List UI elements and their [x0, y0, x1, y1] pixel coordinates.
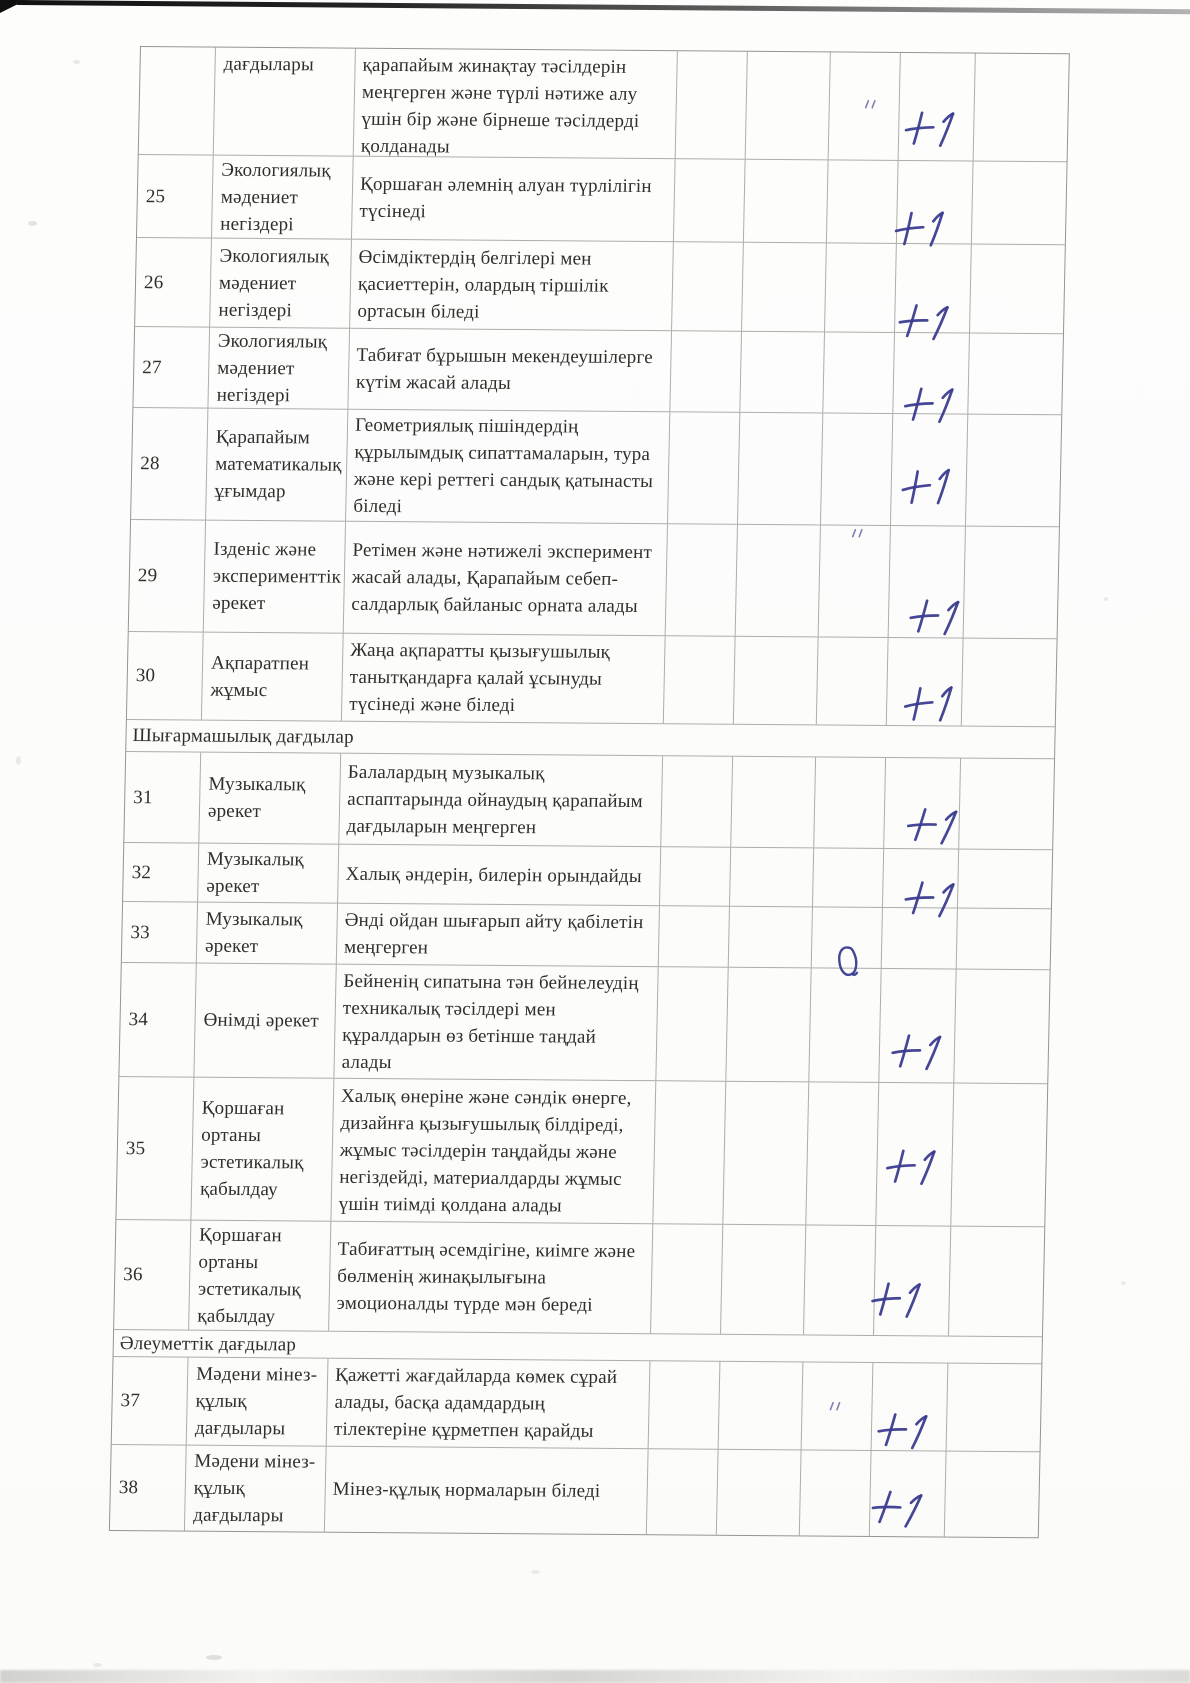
- score-cell-4: [891, 414, 968, 526]
- score-cell-1: [647, 1449, 719, 1535]
- score-cell-1: [653, 1081, 726, 1224]
- score-cell-3: [806, 1082, 879, 1225]
- row-number-cell: 37: [112, 1357, 189, 1445]
- table-row: [114, 1220, 1044, 1337]
- row-number-cell: 31: [124, 752, 201, 843]
- score-cell-3: [829, 52, 901, 160]
- score-cell-2: [717, 1450, 802, 1536]
- score-cell-4: [893, 333, 970, 414]
- score-cell-3: [823, 332, 895, 413]
- score-cell-4: [879, 969, 956, 1083]
- score-cell-3: [813, 848, 884, 907]
- score-cell-1: [664, 636, 736, 724]
- score-cell-4: [872, 1363, 949, 1451]
- score-cell-5: [958, 850, 1052, 909]
- score-cell-5: [972, 162, 1067, 245]
- score-cell-1: [670, 331, 742, 412]
- scan-bottom-shadow: [0, 1670, 1190, 1683]
- category-cell: Өнімді әрекет: [194, 964, 336, 1078]
- score-cell-5: [964, 527, 1059, 639]
- score-cell-3: [827, 160, 899, 243]
- score-cell-1: [668, 412, 740, 524]
- description-cell: Мінез-құлық нормаларын біледі: [325, 1447, 649, 1535]
- category-cell: Музыкалық әрекет: [197, 903, 338, 964]
- table-row: [129, 520, 1059, 639]
- row-number-cell: 34: [119, 963, 196, 1077]
- score-cell-2: [729, 907, 813, 968]
- category-cell: Экологиялық мәдениет негіздері: [210, 239, 352, 328]
- score-cell-2: [723, 1082, 809, 1225]
- score-cell-3: [814, 757, 886, 848]
- row-number-cell: 35: [116, 1077, 194, 1220]
- score-cell-4: [887, 638, 964, 726]
- scan-speckle: [16, 756, 21, 765]
- description-cell: Әнді ойдан шығарып айту қабілетін меңгерген: [337, 904, 660, 967]
- score-cell-4: [884, 758, 961, 849]
- score-cell-2: [744, 160, 829, 243]
- category-cell: Музыкалық әрекет: [199, 753, 341, 844]
- score-cell-1: [666, 524, 738, 636]
- description-cell: Жаңа ақпаратты қызығушылық танытқандарға қалай ұсынуды түсінеді және біледі: [342, 634, 666, 724]
- score-cell-5: [959, 759, 1054, 850]
- scan-edge-line: [16, 0, 1190, 14]
- row-number-cell: 36: [114, 1220, 191, 1330]
- score-cell-3: [804, 1225, 876, 1335]
- row-number-cell: 33: [122, 902, 198, 963]
- category-cell: Қоршаған ортаны эстетикалық қабылдау: [189, 1221, 331, 1331]
- score-cell-2: [738, 413, 823, 525]
- description-cell: Бейненің сипатына тән бейнелеудің техникалық тәсілдері мен құралдарын өз бетінше таңдай алады: [334, 965, 658, 1081]
- score-cell-4: [889, 526, 966, 638]
- score-cell-5: [970, 245, 1065, 334]
- score-cell-5: [954, 970, 1049, 1084]
- table-row: [131, 408, 1061, 527]
- category-cell: Ізденіс және эксперименттік әрекет: [204, 521, 346, 633]
- description-cell: Қоршаған әлемнің алуан түрлілігін түсінеді: [352, 157, 676, 242]
- table-row: [137, 155, 1067, 245]
- scan-speckle: [1121, 1281, 1126, 1285]
- description-cell: Қажетті жағдайларда көмек сұрай алады, басқа адамдардың тілектеріне құрметпен қарайды: [327, 1359, 651, 1449]
- category-cell: Музыкалық әрекет: [198, 844, 339, 903]
- score-cell-5: [945, 1452, 1040, 1538]
- score-cell-4: [899, 53, 976, 161]
- score-cell-3: [817, 637, 889, 725]
- description-cell: Өсімдіктердің белгілері мен қасиеттерін, олардың тіршілік ортасын біледі: [350, 240, 674, 331]
- category-cell: Қарапайым математикалық ұғымдар: [206, 409, 348, 521]
- score-cell-2: [740, 332, 825, 413]
- scan-speckle: [1104, 597, 1108, 601]
- row-number-cell: 26: [135, 238, 212, 327]
- table-row: [133, 327, 1063, 415]
- score-cell-4: [895, 244, 972, 333]
- score-cell-4: [882, 908, 958, 969]
- score-cell-2: [736, 525, 821, 637]
- score-cell-5: [962, 639, 1057, 727]
- score-cell-4: [883, 849, 959, 908]
- description-cell: Табиғаттың әсемдігіне, киімге және бөлменің жинақылығына эмоционалды түрде мән береді: [329, 1222, 653, 1334]
- table-row: [127, 632, 1057, 727]
- score-cell-3: [802, 1362, 874, 1450]
- score-cell-2: [730, 848, 814, 907]
- row-number-cell: 32: [123, 843, 199, 902]
- score-cell-5: [951, 1084, 1047, 1227]
- table-row: [112, 1357, 1042, 1452]
- scan-speckle: [73, 60, 80, 64]
- score-cell-5: [957, 909, 1051, 970]
- table-row: [119, 963, 1049, 1084]
- score-cell-2: [731, 757, 816, 848]
- section-header: Шығармашылық дағдылар: [132, 725, 355, 748]
- table-row: [139, 47, 1069, 162]
- description-cell: Ретімен және нәтижелі эксперимент жасай алады, Қарапайым себеп-салдарлық байланыс орната алады: [344, 522, 668, 636]
- description-cell: Балалардың музыкалық аспаптарында ойнаудың қарапайым дағдыларын меңгерген: [339, 754, 663, 847]
- score-cell-3: [821, 413, 893, 525]
- description-cell: Табиғат бұрышын мекендеушілерге күтім жасай алады: [348, 329, 672, 412]
- scan-speckle: [28, 221, 37, 226]
- score-cell-2: [721, 1225, 806, 1335]
- score-cell-2: [746, 52, 831, 160]
- category-cell: Мәдени мінез-құлық дағдылары: [185, 1446, 327, 1532]
- table-row: [135, 238, 1065, 334]
- category-cell: Мәдени мінез-құлық дағдылары: [187, 1358, 329, 1446]
- score-cell-1: [651, 1224, 723, 1334]
- score-cell-1: [661, 756, 733, 847]
- row-number-cell: 28: [131, 408, 208, 520]
- score-cell-1: [672, 242, 744, 331]
- description-cell: Халық өнеріне және сәндік өнерге, дизайнға қызығушылық білдіреді, жұмыс тәсілдерін таңдайды және негіздейді, материалдарды жұмыс үшін тиімді қолдана алады: [331, 1079, 656, 1224]
- score-cell-5: [966, 415, 1061, 527]
- score-cell-1: [656, 967, 728, 1081]
- description-cell: қарапайым жинақтау тәсілдерін меңгерген және түрлі нәтиже алу үшін бір және бірнеше тәсілдерді қолданады: [354, 49, 678, 159]
- description-cell: Геометриялық пішіндердің құрылымдық сипаттамаларын, тура және кері реттегі сандық қатынасты біледі: [346, 410, 670, 524]
- score-cell-1: [676, 51, 748, 159]
- score-cell-5: [947, 1364, 1042, 1452]
- scan-speckle: [206, 1655, 222, 1660]
- score-cell-3: [800, 1450, 872, 1536]
- score-cell-3: [825, 243, 897, 332]
- section-header: Әлеуметтік дағдылар: [119, 1332, 297, 1355]
- table-row: [123, 843, 1052, 909]
- row-number-cell: 38: [110, 1445, 187, 1531]
- scan-speckle: [93, 1663, 102, 1667]
- scan-speckle: [531, 1570, 540, 1574]
- score-cell-4: [876, 1083, 954, 1226]
- table-row: [124, 752, 1054, 850]
- category-cell: дағдылары: [214, 48, 356, 156]
- row-number-cell: 30: [127, 632, 204, 720]
- row-number-cell: 27: [133, 327, 210, 408]
- score-cell-4: [897, 161, 974, 244]
- score-cell-3: [819, 525, 891, 637]
- category-cell: Қоршаған ортаны эстетикалық қабылдау: [191, 1078, 334, 1221]
- score-cell-2: [726, 968, 811, 1082]
- score-cell-2: [742, 243, 827, 332]
- score-cell-1: [659, 906, 730, 967]
- score-cell-1: [660, 847, 731, 906]
- category-cell: Ақпаратпен жұмыс: [202, 633, 344, 721]
- table-row: [122, 902, 1051, 970]
- score-cell-4: [870, 1451, 947, 1537]
- category-cell: Экологиялық мәдениет негіздері: [212, 156, 354, 239]
- row-number-cell: 29: [129, 520, 206, 632]
- table-row: [116, 1077, 1047, 1227]
- table-row: [110, 1445, 1040, 1537]
- score-cell-2: [734, 637, 819, 725]
- score-cell-1: [674, 159, 746, 242]
- score-cell-1: [649, 1361, 721, 1449]
- score-cell-5: [974, 54, 1069, 162]
- description-cell: Халық әндерін, билерін орындайды: [338, 845, 661, 906]
- category-cell: Экологиялық мәдениет негіздері: [208, 328, 350, 409]
- assessment-table: [109, 46, 1070, 1538]
- score-cell-3: [812, 907, 883, 968]
- score-cell-4: [874, 1226, 951, 1336]
- row-number-cell: [139, 47, 216, 155]
- row-number-cell: 25: [137, 155, 214, 238]
- score-cell-2: [719, 1362, 804, 1450]
- score-cell-3: [809, 968, 881, 1082]
- score-cell-5: [968, 334, 1063, 415]
- score-cell-5: [949, 1227, 1044, 1337]
